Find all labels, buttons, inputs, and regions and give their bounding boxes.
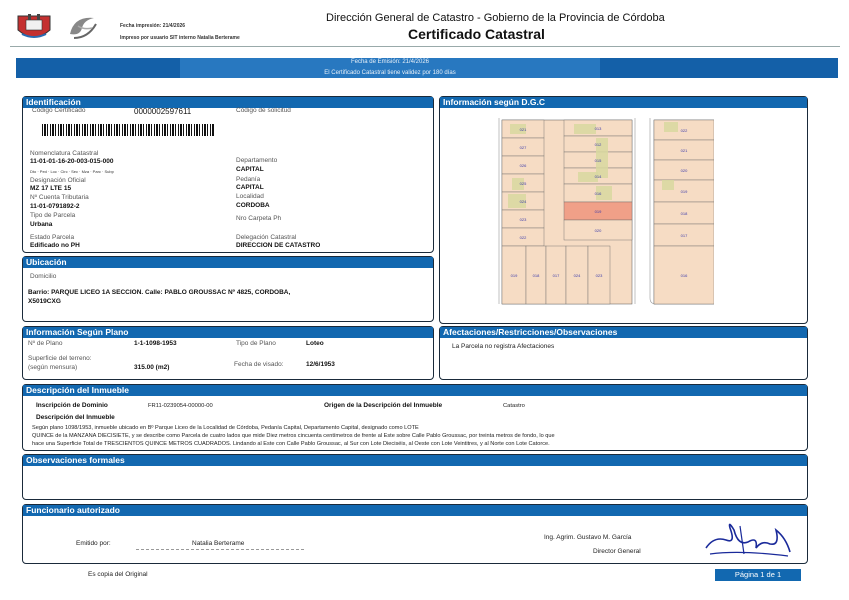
- estado-value: Edificado no PH: [30, 242, 80, 249]
- lot-number-label: 019: [510, 273, 518, 278]
- identificacion-panel: [22, 96, 434, 253]
- carpeta-label: Nro Carpeta Ph: [236, 215, 282, 222]
- fecha-visado-label: Fecha de visado:: [234, 361, 284, 368]
- building-footprint: [574, 124, 596, 134]
- domicilio-postal: X5019CXG: [28, 298, 61, 305]
- lot-number-label: 016: [680, 273, 688, 278]
- print-date: Fecha impresión: 21/4/2026: [120, 23, 186, 29]
- lot-number-label: 022: [519, 235, 527, 240]
- pedania-value: CAPITAL: [236, 184, 264, 191]
- estado-label: Estado Parcela: [30, 234, 75, 241]
- nro-plano-label: Nº de Plano: [28, 340, 63, 347]
- localidad-label: Localidad: [236, 193, 264, 200]
- departamento-value: CAPITAL: [236, 166, 264, 173]
- lot-number-label: 023: [519, 217, 527, 222]
- lot-number-label: 014: [594, 174, 602, 179]
- emitido-label: Emitido por:: [76, 540, 111, 547]
- fecha-visado-value: 12/6/1953: [306, 361, 335, 368]
- lot-number-label: 017: [552, 273, 560, 278]
- origen-value: Catastro: [503, 403, 525, 409]
- domicilio-label: Domicilio: [30, 273, 57, 280]
- emission-date: Fecha de Emisión: 21/4/2026: [350, 59, 430, 65]
- descripcion-line-2: QUINCE de la MANZANA DIECISIETE, y se describe como Parcela de cuatro lados que mide Diez metros cincuenta centímetros de frente al Este sobre Calle Pablo Groussac, por treinta metros de fondo, lo que: [32, 433, 555, 439]
- cordoba-coat-of-arms-logo: [12, 10, 56, 44]
- descripcion-label: Descripción del Inmueble: [36, 414, 115, 421]
- printed-by: Impreso por usuario SIT interno Natalia Berterame: [120, 35, 240, 41]
- tipo-parcela-value: Urbana: [30, 221, 53, 228]
- funcionario-panel: [22, 504, 808, 564]
- lot-number-label: 016: [594, 191, 602, 196]
- validity-note: El Certificado Catastral tiene validez por 180 días: [324, 70, 456, 76]
- panel-title: Afectaciones/Restricciones/Observaciones: [440, 327, 807, 338]
- domicilio-value: Barrio: PARQUE LICEO 1A SECCION. Calle: PABLO GROUSSAC Nº 4825, CORDOBA,: [28, 289, 291, 296]
- lot-number-label: 019: [680, 189, 688, 194]
- cuenta-label: Nº Cuenta Tributaria: [30, 194, 89, 201]
- government-title: Dirección General de Catastro - Gobierno de la Provincia de Córdoba: [326, 12, 665, 24]
- lot-number-label: 019: [594, 209, 602, 214]
- nomenclatura-parts: Dto · Ped · Loc · Circ · Sec · Mza · Parc · Subp: [30, 169, 114, 174]
- panel-title: Funcionario autorizado: [23, 505, 807, 516]
- origen-label: Origen de la Descripción del Inmueble: [324, 402, 443, 409]
- signature-image: [700, 516, 796, 562]
- inscripcion-label: Inscripción de Dominio: [36, 402, 108, 409]
- panel-title: Información Según Plano: [23, 327, 433, 338]
- codigo-solicitud-label: Código de solicitud: [236, 107, 291, 114]
- lot-number-label: 012: [594, 142, 602, 147]
- header-divider: [10, 46, 840, 47]
- panel-title: Descripción del Inmueble: [23, 385, 807, 396]
- panel-title: Identificación: [23, 97, 433, 108]
- cuenta-value: 11-01-0791892-2: [30, 203, 80, 210]
- lot-number-label: 021: [680, 148, 688, 153]
- lot-number-label: 020: [594, 228, 602, 233]
- nomenclatura-label: Nomenclatura Catastral: [30, 150, 99, 157]
- lot-number-label: 024: [573, 273, 581, 278]
- emitido-value: Natalia Berterame: [192, 540, 245, 547]
- localidad-value: CORDOBA: [236, 202, 270, 209]
- afectaciones-panel: [439, 326, 808, 380]
- tipo-parcela-label: Tipo de Parcela: [30, 212, 76, 219]
- descripcion-line-1: Según plano 1098/1953, inmueble ubicado en Bº Parque Liceo de la Localidad de Córdoba, Pedanía Capital, Departamento Capital, designado como LOTE: [32, 425, 419, 431]
- codigo-certificado-value: 0000002597611: [134, 107, 192, 116]
- catastro-logo: [64, 12, 102, 42]
- building-footprint: [662, 180, 674, 190]
- lot-number-label: 022: [680, 128, 688, 133]
- lot-number-label: 015: [594, 158, 602, 163]
- lot-number-label: 021: [519, 127, 527, 132]
- departamento-label: Departamento: [236, 157, 278, 164]
- superficie-label-2: (según mensura): [28, 364, 78, 371]
- copia-original: Es copia del Original: [88, 571, 148, 578]
- observaciones-panel: [22, 454, 808, 500]
- signature-line: [136, 549, 304, 550]
- tipo-plano-label: Tipo de Plano: [236, 340, 276, 347]
- panel-title: Ubicación: [23, 257, 433, 268]
- lot-number-label: 017: [680, 233, 688, 238]
- lot-number-label: 026: [519, 163, 527, 168]
- designacion-label: Designación Oficial: [30, 177, 86, 184]
- nomenclatura-value: 11-01-01-16-20-003-015-000: [30, 158, 114, 165]
- tipo-plano-value: Loteo: [306, 340, 324, 347]
- delegacion-value: DIRECCION DE CATASTRO: [236, 242, 321, 249]
- lot-number-label: 024: [519, 199, 527, 204]
- designacion-value: MZ 17 LTE 15: [30, 185, 72, 192]
- pedania-label: Pedanía: [236, 176, 261, 183]
- panel-title: Información según D.G.C: [440, 97, 807, 108]
- cadastral-map[interactable]: [484, 118, 714, 308]
- page-title: Certificado Catastral: [408, 26, 545, 42]
- lot-number-label: 025: [519, 181, 527, 186]
- nro-plano-value: 1-1-1098-1953: [134, 340, 177, 347]
- inscripcion-value: FR11-0239054-00000-00: [148, 403, 213, 409]
- superficie-value: 315.00 (m2): [134, 364, 170, 371]
- firmante-name: Ing. Agrim. Gustavo M. García: [544, 534, 632, 541]
- panel-title: Observaciones formales: [23, 455, 807, 466]
- superficie-label: Superficie del terreno:: [28, 355, 92, 362]
- page-indicator: Página 1 de 1: [715, 569, 801, 581]
- codigo-certificado-label: Código Certificado: [32, 107, 86, 114]
- lot-number-label: 020: [680, 168, 688, 173]
- delegacion-label: Delegación Catastral: [236, 234, 297, 241]
- building-footprint: [664, 122, 678, 132]
- afectaciones-text: La Parcela no registra Afectaciones: [452, 343, 555, 350]
- lot-number-label: 018: [532, 273, 540, 278]
- lot-number-label: 013: [594, 126, 602, 131]
- plano-panel: [22, 326, 434, 380]
- barcode: [42, 124, 214, 136]
- descripcion-line-3: hace una Superficie Total de TRESCIENTOS QUINCE METROS CUADRADOS. Lindando al Este con Calle Pablo Groussac, al Sur con Lote Dieciséis, al Oeste con Lote Veintitres, y al Norte con Lote Catorce.: [32, 441, 550, 447]
- lot-number-label: 027: [519, 145, 527, 150]
- firmante-cargo: Director General: [593, 548, 641, 555]
- lot-number-label: 018: [680, 211, 688, 216]
- lot-number-label: 023: [595, 273, 603, 278]
